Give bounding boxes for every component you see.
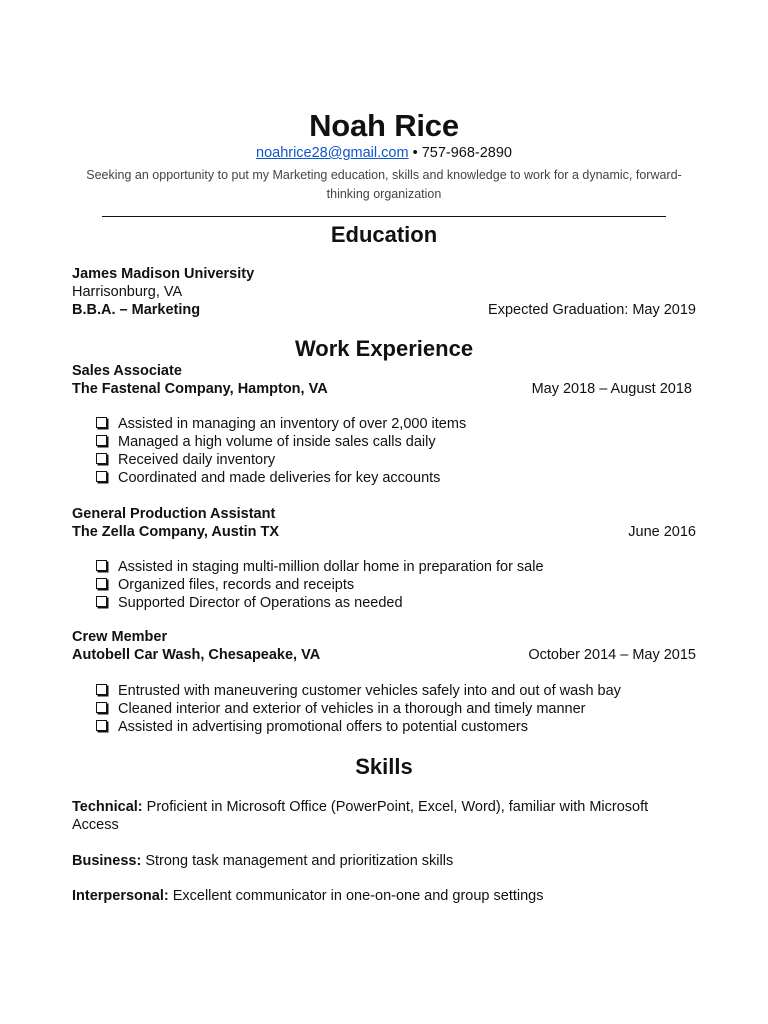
bullet-text: Cleaned interior and exterior of vehicles in a thorough and timely manner	[118, 701, 586, 717]
bullet-text: Coordinated and made deliveries for key accounts	[118, 470, 441, 486]
school-name: James Madison University	[72, 266, 255, 282]
job-dates: June 2016	[628, 524, 696, 540]
education-heading: Education	[330, 222, 438, 247]
skill-text: Excellent communicator in one-on-one and group settings	[168, 888, 544, 904]
bullet-text: Assisted in advertising promotional offers to potential customers	[118, 719, 528, 735]
skill-text: Strong task management and prioritization skills	[141, 853, 454, 869]
job-bullet-list	[96, 415, 466, 487]
list-item	[96, 576, 544, 594]
skill-label: Interpersonal:	[72, 888, 169, 904]
checkbox-bullet-icon	[96, 453, 107, 464]
job-company-row	[72, 646, 696, 664]
bullet-text: Assisted in managing an inventory of over 2,000 items	[118, 416, 467, 432]
job-bullet-list	[96, 682, 621, 736]
bullet-text: Supported Director of Operations as needed	[118, 595, 403, 611]
job-role: Sales Associate	[72, 363, 182, 379]
degree-row	[72, 301, 696, 319]
contact-separator: •	[412, 145, 418, 161]
skill-business	[72, 852, 696, 870]
bullet-text: Received daily inventory	[118, 452, 276, 468]
job-company-row	[72, 523, 696, 541]
list-item	[96, 451, 466, 469]
checkbox-bullet-icon	[96, 417, 107, 428]
checkbox-bullet-icon	[96, 684, 107, 695]
bullet-text: Organized files, records and receipts	[118, 577, 355, 593]
graduation-date: Expected Graduation: May 2019	[488, 302, 696, 318]
job-role: General Production Assistant	[72, 506, 276, 522]
skill-text: Proficient in Microsoft Office (PowerPoint, Excel, Word), familiar with Microsoft Access	[72, 799, 649, 833]
job-dates: May 2018 – August 2018	[531, 381, 692, 397]
skills-heading: Skills	[355, 754, 413, 779]
checkbox-bullet-icon	[96, 435, 107, 446]
bullet-text: Entrusted with maneuvering customer vehicles safely into and out of wash bay	[118, 683, 621, 699]
list-item	[96, 558, 544, 576]
candidate-name: Noah Rice	[309, 108, 459, 143]
list-item	[96, 718, 621, 736]
job-company: The Fastenal Company, Hampton, VA	[72, 381, 328, 397]
job-company-row	[72, 380, 696, 398]
email-link[interactable]: noahrice28@gmail.com	[256, 145, 409, 161]
degree: B.B.A. – Marketing	[72, 302, 201, 318]
job-role: Crew Member	[72, 629, 168, 645]
bullet-text: Assisted in staging multi-million dollar home in preparation for sale	[118, 559, 544, 575]
contact-line	[0, 145, 768, 161]
checkbox-bullet-icon	[96, 720, 107, 731]
checkbox-bullet-icon	[96, 702, 107, 713]
list-item	[96, 682, 621, 700]
skill-interpersonal	[72, 887, 696, 905]
list-item	[96, 415, 466, 433]
list-item	[96, 700, 621, 718]
list-item	[96, 594, 544, 612]
skill-label: Business:	[72, 853, 142, 869]
job-bullet-list	[96, 558, 544, 612]
list-item	[96, 433, 466, 451]
objective-statement: Seeking an opportunity to put my Marketing education, skills and knowledge to work for a dynamic, forward-thinking organization	[86, 168, 682, 201]
skill-label: Technical:	[72, 799, 143, 815]
skill-technical	[72, 798, 696, 834]
school-location: Harrisonburg, VA	[72, 284, 183, 300]
checkbox-bullet-icon	[96, 596, 107, 607]
job-company: The Zella Company, Austin TX	[72, 524, 280, 540]
phone-number: 757-968-2890	[421, 145, 512, 161]
job-dates: October 2014 – May 2015	[528, 647, 696, 663]
bullet-text: Managed a high volume of inside sales calls daily	[118, 434, 436, 450]
header-divider	[102, 216, 666, 217]
checkbox-bullet-icon	[96, 578, 107, 589]
job-company: Autobell Car Wash, Chesapeake, VA	[72, 647, 321, 663]
checkbox-bullet-icon	[96, 471, 107, 482]
work-experience-heading: Work Experience	[294, 336, 474, 361]
list-item	[96, 469, 466, 487]
checkbox-bullet-icon	[96, 560, 107, 571]
